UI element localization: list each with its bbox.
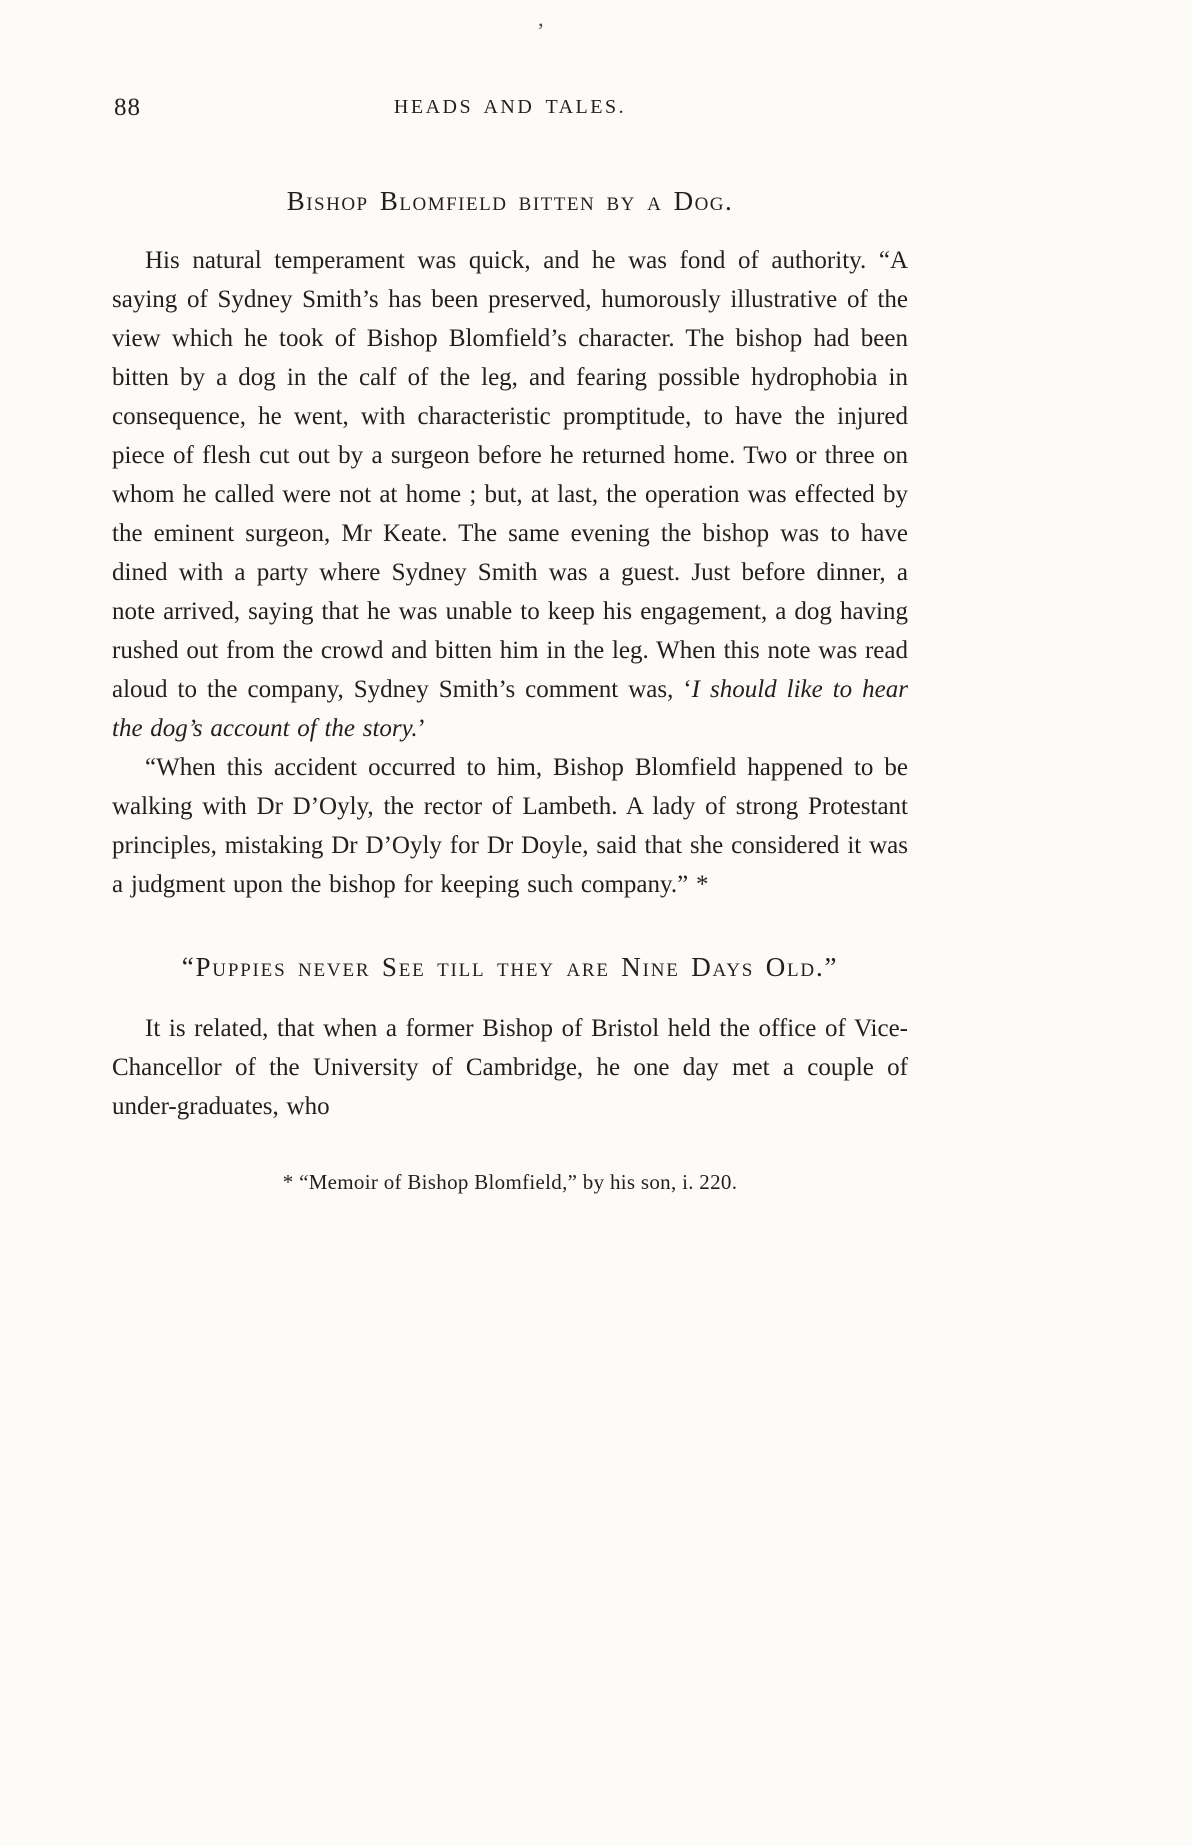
running-head: HEADS AND TALES. [393, 96, 627, 118]
paragraph-3 [112, 1009, 908, 1126]
paragraph-2 [112, 748, 908, 904]
scan-artifact-mark: ’ [537, 18, 545, 43]
section-heading-bishop-blomfield: Bishop Blomfield bitten by a Dog. [286, 186, 734, 216]
text-column [112, 0, 908, 1195]
page-header [112, 0, 908, 130]
paragraph-1-italic-quote: I should like to hear the dog’s account of the story. [112, 676, 908, 742]
footnote: * “Memoir of Bishop Blomfield,” by his son, i. 220. [282, 1170, 738, 1194]
paragraph-1 [112, 241, 908, 748]
paragraph-1-text: His natural temperament was quick, and he was fond of authority. “A saying of Sydney Smith’s has been preserved, humorously illustrative of the view which he took of Bishop Blomfield’s character. The bishop had been bitten by a dog in the calf of the leg, and fearing possible hydrophobia in consequence, he went, with characteristic promptitude, to have the injured piece of flesh cut out by a surgeon before he returned home. Two or three on whom he called were not at home ; but, at last, the operation was effected by the eminent surgeon, Mr Keate. The same evening the bishop was to have dined with a party where Sydney Smith was a guest. Just before dinner, a note arrived, saying that he was unable to keep his engagement, a dog having rushed out from the crowd and bitten him in the leg. When this note was read aloud to the company, Sydney Smith’s comment was, ‘ [112, 247, 908, 703]
paragraph-1-closing-quote: ’ [417, 715, 426, 742]
paragraph-2-text: “When this accident occurred to him, Bishop Blomfield happened to be walking with Dr D’Oyly, the rector of Lambeth. A lady of strong Protestant principles, mistaking Dr D’Oyly for Dr Doyle, said that she considered it was a judgment upon the bishop for keeping such company.” * [112, 754, 908, 898]
section-heading-puppies: “Puppies never See till they are Nine Days Old.” [181, 952, 839, 982]
page-number: 88 [114, 94, 141, 121]
paragraph-3-text: It is related, that when a former Bishop of Bristol held the office of Vice-Chancellor of the University of Cambridge, he one day met a couple of under-graduates, who [112, 1015, 908, 1120]
